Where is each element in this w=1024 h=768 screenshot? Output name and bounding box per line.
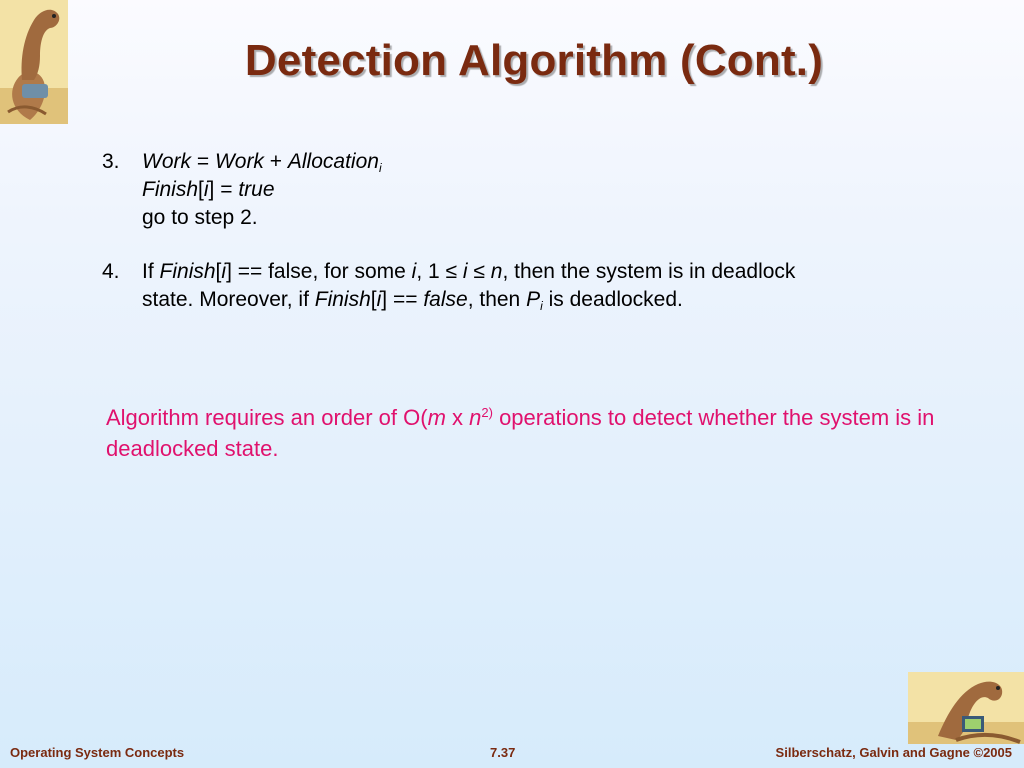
algorithm-steps	[102, 148, 902, 314]
slide-title: Detection Algorithm (Cont.)	[244, 36, 824, 85]
step-3-line-2: Finish[i] = true	[142, 178, 275, 201]
step-4	[102, 258, 902, 314]
step-3-line-3: go to step 2.	[142, 206, 258, 229]
footer-page-number: 7.37	[490, 745, 516, 760]
step-4-text: If Finish[i] == false, for some i, 1 ≤ i ≤ n, then the system is in deadlock state. Moreover, if Finish[i] == false, then $P_i$ is deadlocked.	[142, 260, 796, 313]
dinosaur-logo-top	[0, 0, 68, 124]
footer-copyright: Silberschatz, Galvin and Gagne ©2005	[775, 745, 1012, 760]
step-3	[102, 148, 902, 232]
step-number: 3.	[102, 150, 120, 173]
footer-course: Operating System Concepts	[10, 745, 185, 760]
step-3-line-1: Work = Work + Allocation$_i$	[142, 150, 382, 175]
dinosaur-logo-bottom	[908, 672, 1024, 744]
step-number: 4.	[102, 260, 120, 283]
complexity-note: Algorithm requires an order of O(m x $n^{2)}$ operations to detect whether the system is in deadlocked state.	[106, 405, 935, 461]
